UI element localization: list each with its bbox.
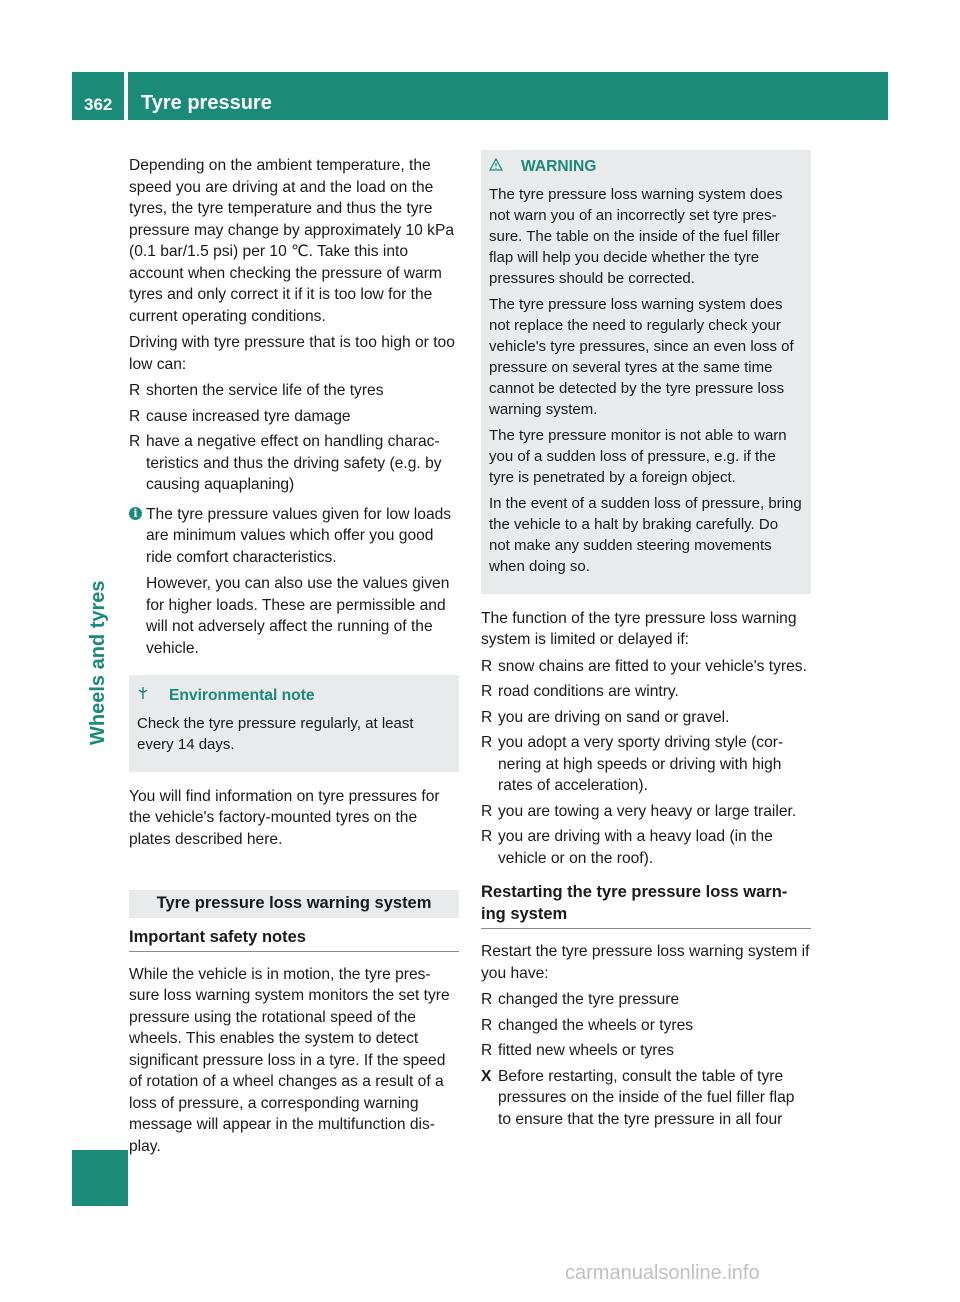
list-item [481,656,811,678]
info-note [129,504,459,660]
paragraph: Driving with tyre pressure that is too high or too low can: [129,334,455,373]
bullet-mark: R [481,657,493,675]
list-item-text: you adopt a very sporty driving style (cor-nering at high speeds or driving with high rates of acceleration). [498,734,784,794]
list-item [481,681,811,703]
right-column [481,150,811,1134]
header-divider [124,72,128,120]
paragraph: The function of the tyre pressure loss warning system is limited or delayed if: [481,609,797,648]
warning-paragraph: The tyre pressure monitor is not able to warn you of a sudden loss of pressure, e.g. if the tyre is penetrated by a foreign object. [489,426,787,486]
list-item-text: fitted new wheels or tyres [498,1042,674,1059]
list-item [129,406,459,428]
info-paragraph: The tyre pressure values given for low loads are minimum values which offer you good ride comfort characteristics. [146,505,452,566]
list-item-text: changed the wheels or tyres [498,1016,694,1034]
bullet-mark: R [481,828,493,845]
page-title: Tyre pressure [141,92,272,114]
chapter-side-label-text: Wheels and tyres [87,580,109,745]
warning-heading [489,156,803,178]
environmental-note-heading [137,685,451,707]
list-item-text: shorten the service life of the tyres [146,382,384,399]
instruction-step [481,1066,811,1131]
environmental-note-title: Environmental note [169,687,315,704]
paragraph: Depending on the ambient temperature, the speed you are driving at and the load on the tyres, the tyre temperature and thus the tyre pressure may change by approximately 10 kPa (0.1 bar/1.5 psi) per 10 ℃. Take this into account when checking the pressure of warm tyres and only correct it if it is too low for the current operating conditions. [129,157,455,325]
paragraph: You will find information on tyre pressures for the vehicle's factory-mounted tyres on the plates described here. [129,787,440,848]
subsection-heading: Important safety notes [129,918,459,952]
instruction-step-text: Before restarting, consult the table of tyre pressures on the inside of the fuel filler flap to ensure that the tyre pressure in all four [498,1067,795,1128]
bullet-mark: R [481,734,493,751]
bullet-mark: R [481,991,493,1008]
warning-paragraph: The tyre pressure loss warning system does not replace the need to regularly check your vehicle's tyre pressures, since an even loss of pressure on several tyres at the same time cannot be detected by the tyre pressure loss warning system. [489,295,794,418]
environmental-note-text: Check the tyre pressure regularly, at least every 14 days. [137,714,414,753]
list-item [481,1040,811,1062]
watermark: carmanualsonline.info [565,1262,760,1284]
bullet-mark: R [481,708,493,726]
bullet-mark: R [129,407,141,425]
list-item-text: cause increased tyre damage [146,407,351,425]
warning-paragraph: In the event of a sudden loss of pressure, bring the vehicle to a halt by braking carefully. Do not make any sudden steering movements when doing so. [489,494,802,575]
info-icon: i [129,507,142,520]
list-item [481,801,811,823]
left-column [129,155,459,1162]
list-item [129,380,459,402]
section-title: Tyre pressure loss warning system [129,890,459,918]
info-paragraph: However, you can also use the values given for higher loads. These are permissible and will not adversely affect the running of the vehicle. [146,575,450,657]
step-arrow-mark: X [481,1067,492,1085]
list-item-text: snow chains are fitted to your vehicle's tyres. [498,657,807,675]
paragraph: Restart the tyre pressure loss warning system if you have: [481,943,810,982]
list-item [481,707,811,729]
environmental-note-box [129,675,459,772]
bullet-mark: R [481,802,493,820]
warning-triangle-icon [489,156,505,178]
list-item [481,826,811,869]
list-item-text: have a negative effect on handling charac-teristics and thus the driving safety (e.g. by causing aquaplaning) [146,433,442,493]
list-item [481,1015,811,1037]
list-item-text: changed the tyre pressure [498,991,680,1008]
list-item [481,732,811,797]
list-item [129,431,459,496]
warning-paragraph: The tyre pressure loss warning system does not warn you of an incorrectly set tyre pres-sure. The table on the inside of the fuel filler flap will help you decide whether the tyre pressures should be corrected. [489,185,783,287]
chapter-marker [72,1150,128,1206]
list-item-text: road conditions are wintry. [498,683,679,700]
list-item [481,989,811,1011]
paragraph: While the vehicle is in motion, the tyre pres-sure loss warning system monitors the set tyre pressure using the rotational speed of the wheels. This enables the system to detect significant pressure loss in a tyre. If the speed of rotation of a wheel changes as a result of a loss of pressure, a corresponding warning message will appear in the multifunction dis-play. [129,965,450,1155]
warning-box [481,150,811,594]
page-number: 362 [84,95,113,114]
list-item-text: you are towing a very heavy or large trailer. [498,802,797,820]
list-item-text: you are driving with a heavy load (in the vehicle or on the roof). [498,828,773,867]
bullet-mark: R [481,683,493,700]
bullet-mark: R [129,382,141,399]
leaf-icon [137,685,153,707]
bullet-mark: R [481,1042,493,1059]
bullet-mark: R [481,1016,493,1034]
list-item-text: you are driving on sand or gravel. [498,708,730,726]
warning-title: WARNING [521,158,597,175]
bullet-mark: R [129,433,141,450]
subsection-heading: Restarting the tyre pressure loss warn-ing system [481,873,811,929]
